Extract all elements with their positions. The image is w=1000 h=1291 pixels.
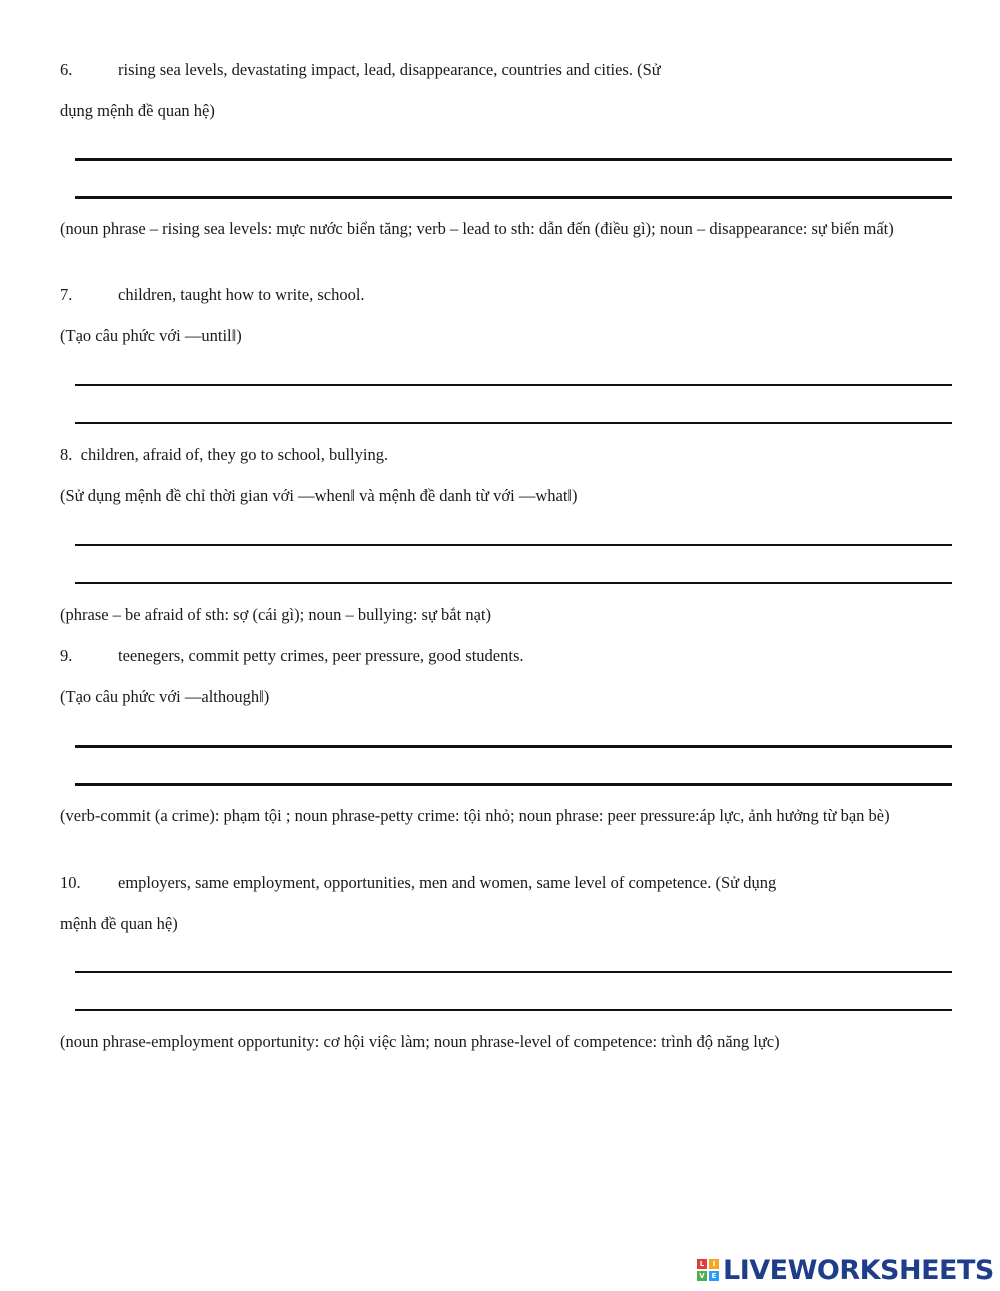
question-number: 7. bbox=[60, 285, 73, 304]
question-text: rising sea levels, devastating impact, lead, disappearance, countries and cities. (Sử bbox=[118, 60, 661, 79]
question-text: teenegers, commit petty crimes, peer pressure, good students. bbox=[118, 646, 524, 665]
question-10-hint: (noun phrase-employment opportunity: cơ hội việc làm; noun phrase-level of competence: trình độ năng lực) bbox=[60, 1032, 780, 1051]
logo-block: I bbox=[709, 1259, 719, 1269]
question-9-instruction: (Tạo câu phức với ―although‖) bbox=[60, 687, 270, 706]
logo-block: E bbox=[709, 1271, 719, 1281]
question-6-prompt bbox=[60, 58, 661, 82]
liveworksheets-logo bbox=[697, 1255, 994, 1285]
question-number: 10. bbox=[60, 873, 81, 892]
answer-line[interactable] bbox=[75, 544, 952, 546]
question-8-hint: (phrase – be afraid of sth: sợ (cái gì); noun – bullying: sự bắt nạt) bbox=[60, 605, 491, 624]
answer-line[interactable] bbox=[75, 745, 952, 748]
question-7-prompt bbox=[60, 283, 365, 307]
logo-blocks-icon bbox=[697, 1259, 719, 1281]
answer-line[interactable] bbox=[75, 196, 952, 199]
question-10-prompt bbox=[60, 871, 776, 895]
question-9-prompt bbox=[60, 644, 524, 668]
question-number: 9. bbox=[60, 646, 73, 665]
answer-line[interactable] bbox=[75, 384, 952, 386]
question-number: 6. bbox=[60, 60, 73, 79]
logo-block: L bbox=[697, 1259, 707, 1269]
logo-block: V bbox=[697, 1271, 707, 1281]
question-8-prompt bbox=[60, 443, 388, 467]
question-6-hint: (noun phrase – rising sea levels: mực nước biển tăng; verb – lead to sth: dẫn đến (điều gì); noun – disappearance: sự biến mất) bbox=[60, 219, 894, 238]
question-number: 8. bbox=[60, 445, 73, 464]
brand-name: LIVEWORKSHEETS bbox=[723, 1254, 994, 1286]
question-text: children, taught how to write, school. bbox=[118, 285, 365, 304]
answer-line[interactable] bbox=[75, 971, 952, 973]
question-7-instruction: (Tạo câu phức với ―until‖) bbox=[60, 326, 242, 345]
question-text: employers, same employment, opportunities, men and women, same level of competence. (Sử dụng bbox=[118, 873, 777, 892]
answer-line[interactable] bbox=[75, 1009, 952, 1011]
question-6-prompt-cont: dụng mệnh đề quan hệ) bbox=[60, 101, 215, 120]
answer-line[interactable] bbox=[75, 422, 952, 424]
answer-line[interactable] bbox=[75, 158, 952, 161]
answer-line[interactable] bbox=[75, 783, 952, 786]
answer-line[interactable] bbox=[75, 582, 952, 584]
question-9-hint: (verb-commit (a crime): phạm tội ; noun phrase-petty crime: tội nhỏ; noun phrase: peer pressure:áp lực, ảnh hưởng từ bạn bè) bbox=[60, 806, 890, 825]
question-8-instruction: (Sử dụng mệnh đề chỉ thời gian với ―when‖ và mệnh đề danh từ với ―what‖) bbox=[60, 486, 578, 505]
question-10-prompt-cont: mệnh đề quan hệ) bbox=[60, 914, 178, 933]
question-text: children, afraid of, they go to school, bullying. bbox=[80, 445, 389, 464]
